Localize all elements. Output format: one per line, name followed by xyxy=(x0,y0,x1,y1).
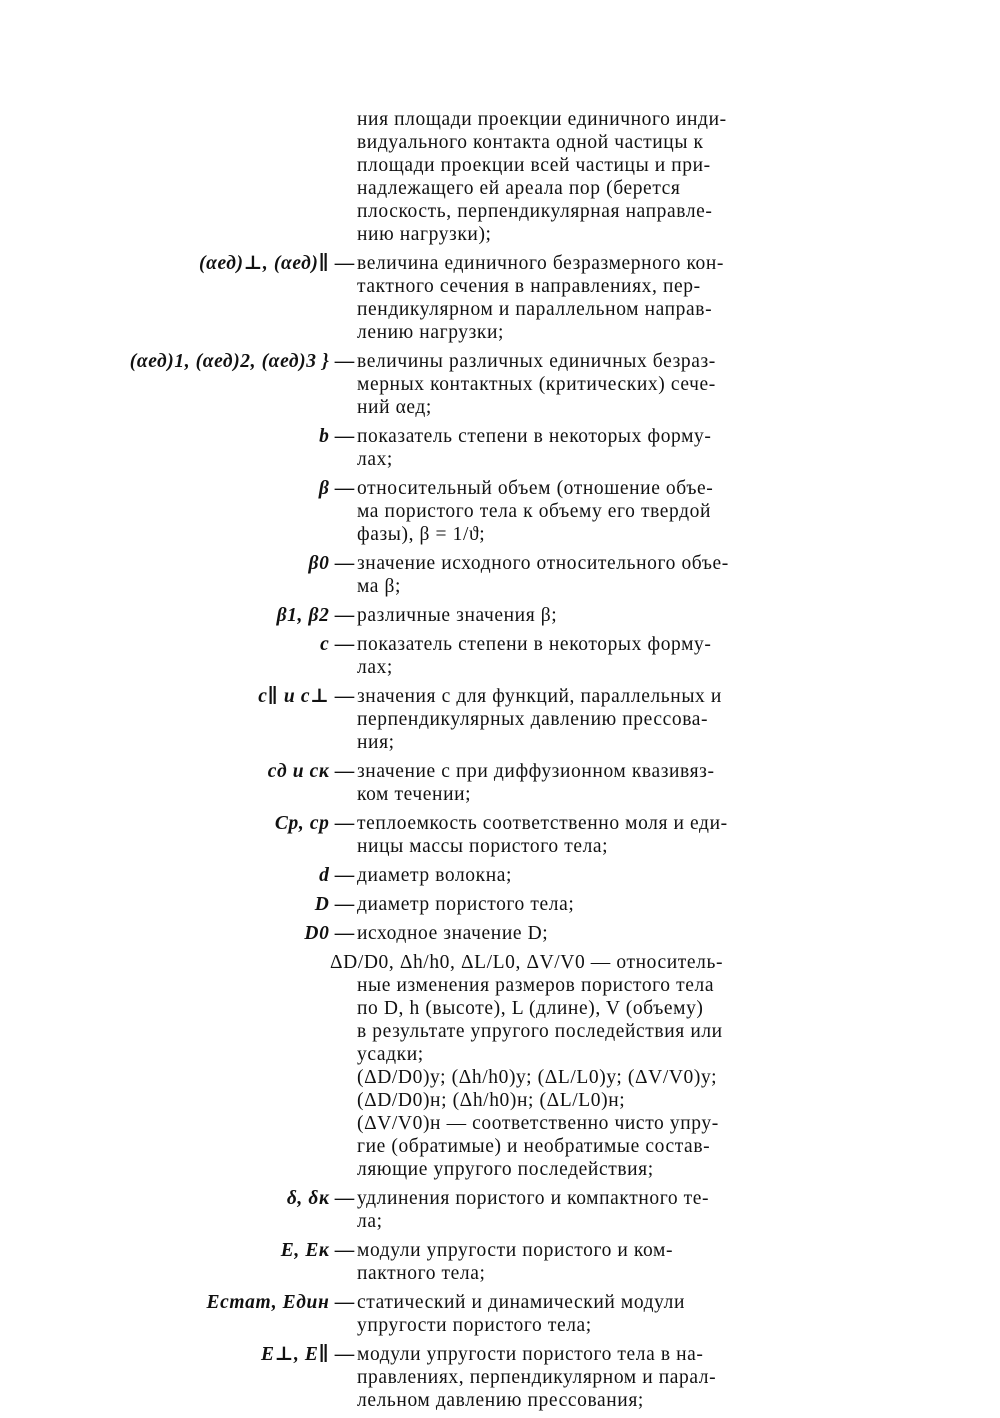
entry-definition-continued: ма β; xyxy=(357,576,402,597)
entry-definition-continued: ные изменения размеров пористого тела xyxy=(357,975,715,996)
entry-line xyxy=(0,200,1000,223)
entry-definition-continued: надлежащего ей ареала пор (берется xyxy=(357,178,681,199)
entry-definition-continued: ла; xyxy=(357,1211,383,1232)
entry-definition-continued: фазы), β = 1/ϑ; xyxy=(357,524,486,545)
entry-definition-continued: (ΔD/D0)н; (Δh/h0)н; (ΔL/L0)н; xyxy=(357,1090,626,1111)
glossary-entry xyxy=(0,604,1000,627)
entry-term: β1, β2 — xyxy=(276,605,355,626)
entry-definition: модули упругости пористого и ком- xyxy=(357,1240,674,1261)
glossary-entry xyxy=(0,922,1000,945)
entry-line xyxy=(0,1262,1000,1285)
entry-line xyxy=(0,1343,1000,1366)
entry-line xyxy=(0,783,1000,806)
entry-definition: удлинения пористого и компактного те- xyxy=(357,1188,710,1209)
entry-definition: диаметр волокна; xyxy=(357,865,513,886)
entry-line xyxy=(0,425,1000,448)
entry-definition: величина единичного безразмерного кон- xyxy=(357,253,725,274)
entry-line xyxy=(0,1366,1000,1389)
entry-line xyxy=(0,604,1000,627)
entry-line xyxy=(0,1066,1000,1089)
entry-term: D — xyxy=(314,894,355,915)
entry-term: (αед)⊥, (αед)∥ — xyxy=(198,253,355,274)
entry-line xyxy=(0,922,1000,945)
glossary-entry xyxy=(0,108,1000,246)
entry-line xyxy=(0,893,1000,916)
entry-line xyxy=(0,321,1000,344)
entry-term: δ, δк — xyxy=(286,1188,355,1209)
entry-line xyxy=(0,1043,1000,1066)
entry-line xyxy=(0,298,1000,321)
entry-line xyxy=(0,685,1000,708)
entry-definition-continued: ляющие упругого последействия; xyxy=(357,1159,654,1180)
entry-line xyxy=(0,448,1000,471)
entry-line xyxy=(0,108,1000,131)
entry-definition-continued: лах; xyxy=(357,449,393,470)
entry-definition-continued: ния; xyxy=(357,732,395,753)
glossary-entry xyxy=(0,760,1000,806)
entry-term: E, Eк — xyxy=(280,1240,355,1261)
entry-definition-continued: мерных контактных (критических) сече- xyxy=(357,374,716,395)
glossary-entry xyxy=(0,1187,1000,1233)
entry-line xyxy=(0,1389,1000,1412)
entry-term: D0 — xyxy=(304,923,355,944)
entry-definition-continued: в результате упругого последействия или xyxy=(357,1021,723,1042)
entry-definition-continued: пендикулярном и параллельном направ- xyxy=(357,299,713,320)
entry-line xyxy=(0,500,1000,523)
entry-term: β — xyxy=(318,478,355,499)
entry-line xyxy=(0,864,1000,887)
entry-line xyxy=(0,154,1000,177)
glossary-entry xyxy=(0,1239,1000,1285)
entry-definition: ния площади проекции единичного инди- xyxy=(357,109,727,130)
entry-term: (αед)1, (αед)2, (αед)3 } — xyxy=(129,351,355,372)
entry-definition-continued: усадки; xyxy=(357,1044,424,1065)
entry-definition-continued: площади проекции всей частицы и при- xyxy=(357,155,711,176)
entry-definition: статический и динамический модули xyxy=(357,1292,686,1313)
entry-line xyxy=(0,523,1000,546)
entry-line xyxy=(0,812,1000,835)
entry-line xyxy=(0,223,1000,246)
entry-line xyxy=(0,731,1000,754)
entry-definition: ΔD/D0, Δh/h0, ΔL/L0, ΔV/V0 — относитель- xyxy=(330,952,724,973)
glossary-entry xyxy=(0,425,1000,471)
entry-definition-continued: нию нагрузки); xyxy=(357,224,492,245)
entry-definition-continued: (ΔD/D0)у; (Δh/h0)у; (ΔL/L0)у; (ΔV/V0)у; xyxy=(357,1067,718,1088)
entry-term: d — xyxy=(319,865,355,886)
glossary-entry xyxy=(0,350,1000,419)
entry-line xyxy=(0,396,1000,419)
entry-definition-continued: (ΔV/V0)н — соответственно чисто упру- xyxy=(357,1113,719,1134)
entry-line xyxy=(0,575,1000,598)
entry-definition-continued: тактного сечения в направлениях, пер- xyxy=(357,276,701,297)
entry-definition-continued: правлениях, перпендикулярном и парал- xyxy=(357,1367,717,1388)
entry-line xyxy=(0,131,1000,154)
entry-term: c — xyxy=(320,634,355,655)
entry-term: c∥ и c⊥ — xyxy=(258,686,355,707)
entry-line xyxy=(0,708,1000,731)
entry-definition-continued: перпендикулярных давлению прессова- xyxy=(357,709,709,730)
glossary-list xyxy=(0,108,1000,1418)
glossary-entry xyxy=(0,685,1000,754)
entry-line xyxy=(0,760,1000,783)
glossary-entry xyxy=(0,864,1000,887)
entry-definition: модули упругости пористого тела в на- xyxy=(357,1344,704,1365)
glossary-entry xyxy=(0,552,1000,598)
entry-line xyxy=(0,1020,1000,1043)
entry-line xyxy=(0,477,1000,500)
entry-definition-continued: лах; xyxy=(357,657,393,678)
entry-line xyxy=(0,252,1000,275)
entry-term: E⊥, E∥ — xyxy=(261,1344,355,1365)
entry-definition: показатель степени в некоторых форму- xyxy=(357,634,712,655)
entry-definition: величины различных единичных безраз- xyxy=(357,351,716,372)
glossary-entry xyxy=(0,812,1000,858)
entry-definition-continued: видуального контакта одной частицы к xyxy=(357,132,704,153)
entry-definition: исходное значение D; xyxy=(357,923,549,944)
entry-definition-continued: лению нагрузки; xyxy=(357,322,505,343)
entry-line xyxy=(0,275,1000,298)
entry-definition-continued: ком течении; xyxy=(357,784,472,805)
entry-term: b — xyxy=(319,426,355,447)
entry-line xyxy=(0,1314,1000,1337)
entry-definition-continued: упругости пористого тела; xyxy=(357,1315,592,1336)
entry-line xyxy=(0,974,1000,997)
glossary-entry xyxy=(0,1343,1000,1412)
entry-line xyxy=(0,951,1000,974)
glossary-entry xyxy=(0,633,1000,679)
entry-term: cд и cк — xyxy=(267,761,355,782)
entry-definition: значения c для функций, параллельных и xyxy=(357,686,722,707)
entry-line xyxy=(0,1239,1000,1262)
entry-line xyxy=(0,552,1000,575)
entry-line xyxy=(0,1210,1000,1233)
entry-line xyxy=(0,997,1000,1020)
glossary-entry xyxy=(0,951,1000,1181)
entry-line xyxy=(0,835,1000,858)
entry-line xyxy=(0,177,1000,200)
entry-line xyxy=(0,1112,1000,1135)
entry-definition: теплоемкость соответственно моля и еди- xyxy=(357,813,728,834)
entry-line xyxy=(0,373,1000,396)
entry-definition: диаметр пористого тела; xyxy=(357,894,575,915)
glossary-entry xyxy=(0,1291,1000,1337)
entry-term: β0 — xyxy=(308,553,355,574)
entry-definition-continued: ний αед; xyxy=(357,397,432,418)
entry-definition-continued: ма пористого тела к объему его твердой xyxy=(357,501,712,522)
glossary-entry xyxy=(0,893,1000,916)
entry-line xyxy=(0,633,1000,656)
entry-definition-continued: гие (обратимые) и необратимые состав- xyxy=(357,1136,711,1157)
entry-term: Eстат, Eдин — xyxy=(206,1292,355,1313)
glossary-entry xyxy=(0,477,1000,546)
entry-line xyxy=(0,656,1000,679)
glossary-entry xyxy=(0,252,1000,344)
entry-line xyxy=(0,1135,1000,1158)
entry-line xyxy=(0,1187,1000,1210)
entry-definition-continued: ницы массы пористого тела; xyxy=(357,836,609,857)
entry-definition: значение исходного относительного объе- xyxy=(357,553,729,574)
entry-line xyxy=(0,1089,1000,1112)
entry-definition-continued: лельном давлению прессования; xyxy=(357,1390,644,1411)
entry-line xyxy=(0,350,1000,373)
entry-line xyxy=(0,1158,1000,1181)
entry-definition: значение c при диффузионном квазивяз- xyxy=(357,761,715,782)
entry-definition: различные значения β; xyxy=(357,605,558,626)
entry-definition-continued: по D, h (высоте), L (длине), V (объему) xyxy=(357,998,704,1019)
entry-term: Cp, cp — xyxy=(274,813,355,834)
entry-definition: относительный объем (отношение объе- xyxy=(357,478,714,499)
entry-definition-continued: плоскость, перпендикулярная направле- xyxy=(357,201,713,222)
entry-definition: показатель степени в некоторых форму- xyxy=(357,426,712,447)
entry-definition-continued: пактного тела; xyxy=(357,1263,486,1284)
entry-line xyxy=(0,1291,1000,1314)
